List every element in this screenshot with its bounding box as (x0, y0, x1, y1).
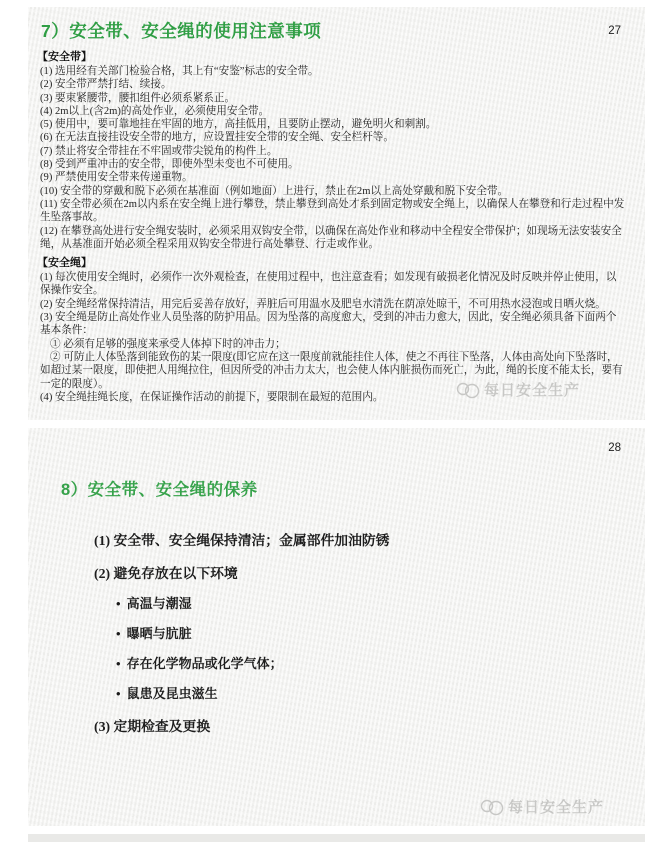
environment-bullet (116, 656, 645, 672)
slide-page-28 (28, 428, 645, 826)
belt-item: (10) 安全带的穿戴和脱下必须在基准面（例如地面）上进行，禁止在2m以上高处穿戴和脱下安全带。 (40, 185, 509, 197)
section-header-safety-belt: 【安全带】 (37, 51, 92, 63)
bullet-text: 存在化学物品或化学气体； (126, 656, 283, 671)
belt-item: (11) 安全带必须在2m以内系在安全绳上进行攀登，禁止攀登到高处才系到固定物或安全绳上，以确保人在攀登和行走过程中发生坠落事故。 (40, 198, 625, 224)
watermark-logo-icon (480, 798, 504, 816)
watermark-text: 每日安全生产 (484, 382, 581, 399)
rope-sub-item: ① 必须有足够的强度来承受人体掉下时的冲击力； (50, 338, 286, 350)
next-slide-edge (28, 834, 645, 842)
bullet-marker: • (116, 626, 121, 641)
rope-item: (4) 安全绳挂绳长度，在保证操作活动的前提下，要限制在最短的范围内。 (40, 391, 384, 403)
rope-sub-item: ② 可防止人体坠落到能致伤的某一限度(即它应在这一限度前就能挂住人体，使之不再往下坠落，人体由高处向下坠落时，如超过某一限度，即使把人用绳拉住，但因所受的冲击力太大，也会使人体内脏损伤而死亡，为此，绳的长度不能太长，要有一定的限度）。 (40, 351, 623, 390)
slide-title: 8）安全带、安全绳的保养 (61, 481, 258, 499)
environment-bullet (116, 686, 645, 702)
slide-title: 7）安全带、安全绳的使用注意事项 (41, 21, 322, 41)
bullet-text: 鼠患及昆虫滋生 (126, 686, 218, 701)
care-item: (1) 安全带、安全绳保持清洁；金属部件加油防锈 (94, 533, 390, 548)
belt-item: (12) 在攀登高处进行安全绳安装时，必须采用双钩安全带，以确保在高处作业和移动中全程安全带保护；如现场无法安装安全绳，从基准面开始必须全程采用双钩安全带进行高处攀登、行走或作业。 (40, 225, 622, 250)
belt-item: (6) 在无法直接挂设安全带的地方，应设置挂安全带的安全绳、安全栏杆等。 (40, 132, 394, 144)
bullet-text: 高温与潮湿 (126, 596, 192, 611)
bullet-marker: • (116, 686, 121, 701)
belt-item: (5) 使用中，要可靠地挂在牢固的地方，高挂低用，且要防止摆动，避免明火和刺割。 (40, 119, 437, 131)
care-item: (2) 避免存放在以下环境 (94, 566, 238, 581)
belt-item: (8) 受到严重冲击的安全带，即使外型未变也不可使用。 (40, 159, 299, 171)
rope-item: (2) 安全绳经常保持清洁，用完后妥善存放好，弄脏后可用温水及肥皂水清洗在荫凉处晾干，不可用热水浸泡或日晒火烧。 (40, 298, 606, 310)
watermark (480, 796, 604, 817)
belt-item: (9) 严禁使用安全带来传递重物。 (40, 172, 193, 184)
watermark-text: 每日安全生产 (508, 799, 605, 816)
care-item: (3) 定期检查及更换 (94, 719, 211, 734)
bullet-marker: • (116, 656, 121, 671)
section-header-safety-rope: 【安全绳】 (37, 257, 92, 270)
belt-item: (2) 安全带严禁打结、续接。 (40, 79, 172, 91)
belt-item: (1) 选用经有关部门检验合格，其上有“安鉴”标志的安全带。 (40, 66, 319, 77)
slide-page-27 (28, 7, 645, 420)
page-number: 27 (608, 25, 621, 37)
page-number: 28 (608, 442, 621, 454)
belt-item: (7) 禁止将安全带挂在不牢固或带尖锐角的构件上。 (40, 145, 278, 157)
bullet-marker: • (116, 596, 121, 611)
bullet-text: 曝晒与肮脏 (126, 626, 192, 641)
rope-item: (3) 安全绳是防止高处作业人员坠落的防护用品。因为坠落的高度愈大，受到的冲击力愈大，因此，安全绳必须具备下面两个基本条件： (40, 312, 617, 337)
belt-item: (4) 2m以上(含2m)的高处作业，必须使用安全带。 (40, 105, 270, 117)
rope-item: (1) 每次使用安全绳时，必须作一次外观检查，在使用过程中，也注意查看；如发现有破损老化情况及时反映并停止使用，以保操作安全。 (40, 272, 617, 297)
environment-bullet (116, 626, 645, 642)
environment-bullet (116, 596, 645, 612)
belt-item: (3) 要束紧腰带，腰扣组件必须系紧系正。 (40, 92, 236, 104)
